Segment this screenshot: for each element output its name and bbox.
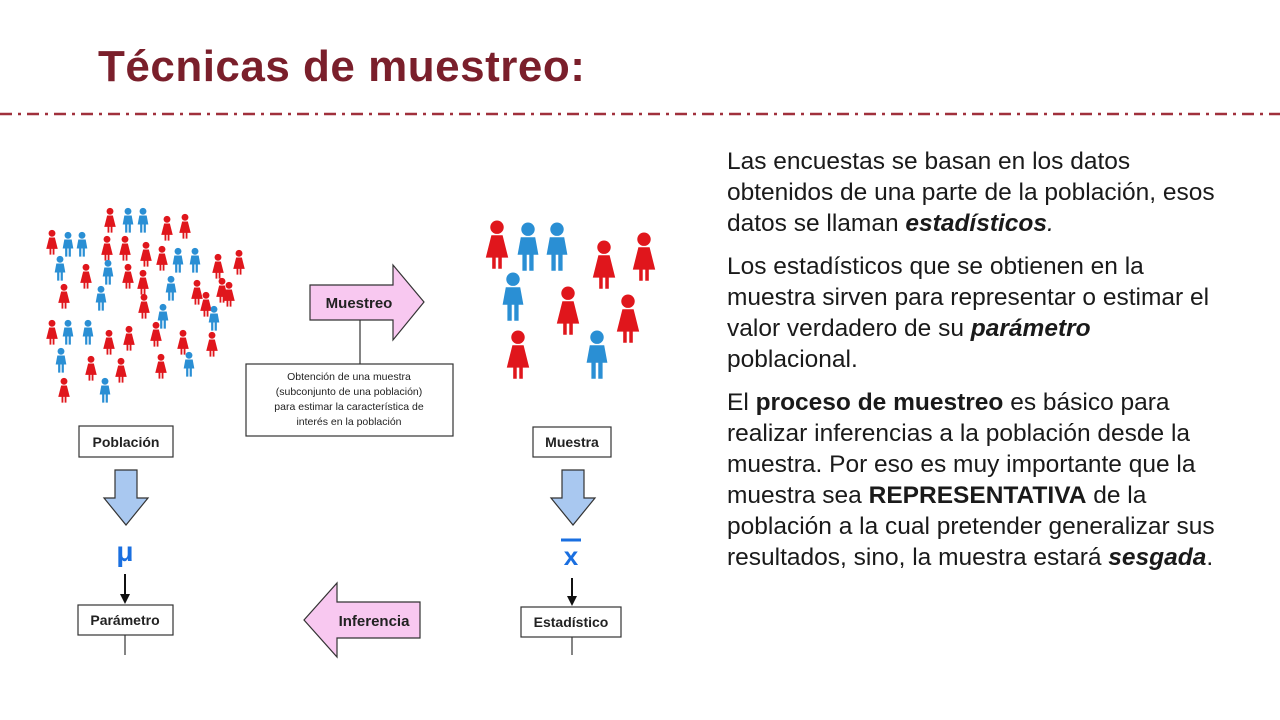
person-blue-icon: [547, 222, 568, 270]
person-blue-icon: [166, 276, 177, 301]
person-blue-icon: [100, 378, 111, 403]
text-segment: parámetro: [970, 315, 1091, 342]
person-red-icon: [46, 230, 57, 255]
person-red-icon: [617, 294, 639, 342]
text-segment: estadísticos: [905, 210, 1048, 237]
xbar-symbol: x: [563, 541, 579, 571]
sampling-arrow: [310, 265, 424, 340]
text-segment: .: [1047, 210, 1054, 237]
person-red-icon: [80, 264, 91, 289]
person-red-icon: [104, 208, 115, 233]
person-red-icon: [156, 246, 167, 271]
person-red-icon: [155, 354, 166, 379]
person-red-icon: [507, 330, 529, 378]
statistic-label: Estadístico: [533, 614, 609, 630]
person-red-icon: [115, 358, 126, 383]
person-red-icon: [103, 330, 114, 355]
explanation-text: [727, 146, 1227, 585]
text-segment: REPRESENTATIVA: [868, 482, 1087, 509]
person-blue-icon: [518, 222, 539, 270]
person-red-icon: [122, 264, 133, 289]
sample-label: Muestra: [545, 434, 599, 450]
sampling-arrow-label: Muestreo: [325, 295, 393, 312]
text-segment: de la población a la cual pretender generalizar sus resultados, sino, la muestra estará: [727, 482, 1215, 571]
person-blue-icon: [55, 256, 66, 281]
description-line: interés en la población: [296, 416, 402, 428]
person-blue-icon: [173, 248, 184, 273]
text-segment: es básico para realizar inferencias a la población desde la muestra. Por eso es muy importante que la muestra sea: [727, 389, 1196, 509]
person-red-icon: [223, 282, 234, 307]
person-red-icon: [486, 220, 508, 268]
parameter-label: Parámetro: [90, 612, 160, 628]
person-blue-icon: [83, 320, 94, 345]
person-red-icon: [140, 242, 151, 267]
description-line: Obtención de una muestra: [287, 371, 411, 383]
text-segment: El: [727, 389, 756, 416]
population-down-arrow: [104, 470, 148, 525]
slide-title: Técnicas de muestreo:: [98, 42, 586, 91]
description-line: (subconjunto de una población): [275, 386, 423, 398]
sample-small-arrow: [567, 578, 577, 606]
person-blue-icon: [503, 272, 524, 320]
person-red-icon: [101, 236, 112, 261]
person-red-icon: [233, 250, 244, 275]
inference-arrow-label: Inferencia: [338, 613, 410, 630]
person-red-icon: [150, 322, 161, 347]
paragraph-3: [727, 387, 1227, 573]
sample-box: [533, 427, 611, 457]
text-segment: poblacional.: [727, 346, 858, 373]
person-red-icon: [123, 326, 134, 351]
person-red-icon: [161, 216, 172, 241]
description-line: para estimar la característica de: [274, 401, 424, 413]
person-red-icon: [593, 240, 615, 288]
statistic-box: [521, 607, 621, 637]
dash-dot-divider: [0, 112, 1280, 116]
person-red-icon: [58, 284, 69, 309]
person-blue-icon: [63, 232, 74, 257]
person-red-icon: [46, 320, 57, 345]
population-crowd: [46, 208, 244, 403]
parameter-box: [78, 605, 173, 635]
person-blue-icon: [63, 320, 74, 345]
person-blue-icon: [96, 286, 107, 311]
paragraph-2: [727, 251, 1227, 375]
person-red-icon: [138, 294, 149, 319]
sampling-description-box: [246, 364, 453, 436]
person-red-icon: [633, 232, 655, 280]
person-red-icon: [85, 356, 96, 381]
person-blue-icon: [587, 330, 608, 378]
person-red-icon: [137, 270, 148, 295]
population-box: [79, 426, 173, 457]
sampling-diagram: [0, 130, 700, 720]
person-blue-icon: [123, 208, 134, 233]
person-blue-icon: [138, 208, 149, 233]
text-segment: proceso de muestreo: [755, 389, 1004, 416]
sample-crowd: [486, 220, 655, 378]
person-red-icon: [179, 214, 190, 239]
person-red-icon: [557, 286, 579, 334]
person-red-icon: [58, 378, 69, 403]
person-blue-icon: [184, 352, 195, 377]
person-red-icon: [177, 330, 188, 355]
text-segment: Las encuestas se basan en los datos obtenidos de una parte de la población, esos datos se llaman: [727, 148, 1215, 237]
population-small-arrow: [120, 574, 130, 604]
person-red-icon: [212, 254, 223, 279]
person-blue-icon: [103, 260, 114, 285]
person-red-icon: [200, 292, 211, 317]
person-blue-icon: [190, 248, 201, 273]
person-blue-icon: [77, 232, 88, 257]
person-red-icon: [119, 236, 130, 261]
person-blue-icon: [56, 348, 67, 373]
text-segment: Los estadísticos que se obtienen en la muestra sirven para representar o estimar el valor verdadero de su: [727, 253, 1210, 342]
sample-down-arrow: [551, 470, 595, 525]
inference-arrow: [304, 583, 420, 657]
text-segment: .: [1206, 544, 1214, 571]
person-red-icon: [206, 332, 217, 357]
person-red-icon: [191, 280, 202, 305]
text-segment: sesgada: [1108, 544, 1207, 571]
population-label: Población: [92, 434, 160, 450]
mu-symbol: μ: [116, 536, 134, 567]
paragraph-1: [727, 146, 1227, 239]
